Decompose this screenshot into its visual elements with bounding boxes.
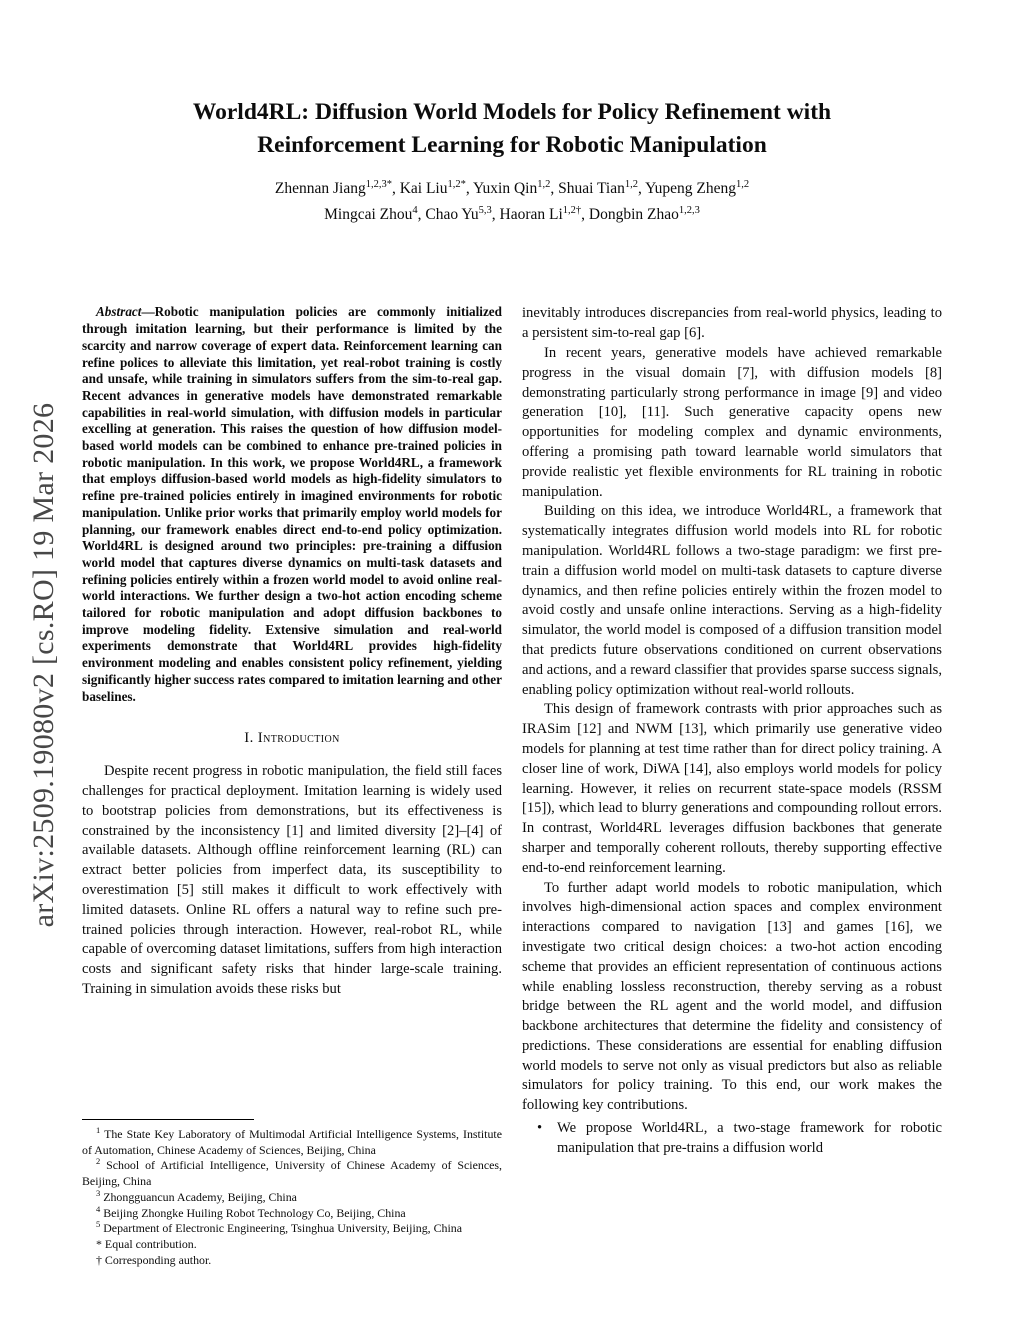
footnote-marker: * <box>96 1237 102 1251</box>
author-affiliation-sup: 1,2† <box>562 204 582 216</box>
footnote-marker: 2 <box>96 1156 101 1167</box>
authors-block <box>82 176 942 229</box>
paper-title <box>82 96 942 163</box>
footnote-marker: 1 <box>96 1125 101 1136</box>
right-paragraph-1: inevitably introduces discrepancies from real-world physics, leading to a persistent sim-to-real gap [6]. <box>522 305 942 342</box>
right-paragraph-3: Building on this idea, we introduce World4RL, a framework that systematically integrates diffusion world models into RL for robotic manipulation. World4RL follows a two-stage paradigm: we first pre-train a diffusion world model on multi-task datasets to capture diverse dynamics, and then refine policies entirely within the frozen model to avoid costly and unsafe online interactions. Serving as a high-fidelity simulator, the world model is composed of a diffusion transition model that predicts future observations conditioned on current observations and actions, and a reward classifier that provides sparse success signals, enabling policy optimization without real-world rollouts. <box>522 503 942 698</box>
footnote: $^3$ Zhongguancun Academy, Beijing, China <box>96 1187 297 1204</box>
author-affiliation-sup: 1,2,3* <box>365 178 392 190</box>
author-line-1: Zhennan Jiang$^{1,2,3*}$, Kai Liu$^{1,2*}$, Yuxin Qin$^{1,2}$, Shuai Tian$^{1,2}$, Yupeng Zheng$^{1,2}$ <box>274 178 750 197</box>
author-affiliation-sup: 1,2 <box>537 178 551 190</box>
footnote: * Equal contribution. <box>96 1237 197 1251</box>
author-affiliation-sup: 1,2 <box>735 178 750 190</box>
author-affiliation-sup: 4 <box>412 204 418 216</box>
footnotes-section <box>82 1119 502 1268</box>
abstract-paragraph <box>82 304 502 705</box>
footnote: $^4$ Beijing Zhongke Huiling Robot Technology Co, Beijing, China <box>96 1203 406 1220</box>
footnote-marker: 5 <box>96 1219 101 1230</box>
author-affiliation-sup: 5,3 <box>478 204 492 216</box>
footnote: $^2$ School of Artificial Intelligence, University of Chinese Academy of Sciences, Beijing, China <box>82 1156 502 1189</box>
section-heading-introduction: I. Introduction <box>244 730 340 747</box>
intro-paragraph-1: Despite recent progress in robotic manipulation, the field still faces challenges for practical deployment. Imitation learning is widely used to bootstrap policies from demonstrations, but its effectiveness is constrained by the inconsistency [1] and limited diversity [2]–[4] of available datasets. Although offline reinforcement learning (RL) can extract better policies from imperfect data, its susceptibility to overestimation [5] still makes it difficult to work effectively with limited datasets. Online RL offers a natural way to refine such pre-trained policies through interaction. However, real-robot RL, while capable of overcoming dataset limitations, suffers from high interaction costs and significant safety risks that hinder large-scale training. Training in simulation avoids these risks but <box>82 763 502 998</box>
author-line-2: Mingcai Zhou$^4$, Chao Yu$^{5,3}$, Haoran $Li^{1,2\dagger}$, Dongbin Zhao$^{1,2,3}$ <box>324 204 700 224</box>
footnote-marker: 4 <box>96 1203 101 1214</box>
footnote-marker: † <box>96 1252 102 1267</box>
bullet-icon: • <box>537 1120 543 1137</box>
contribution-item <box>522 1119 942 1159</box>
author-affiliation-sup: 1,2* <box>447 178 466 190</box>
title-line-2: Reinforcement Learning for Robotic Manipulation <box>257 132 767 159</box>
footnote: $^5$ Department of Electronic Engineering, Tsinghua University, Beijing, China <box>96 1219 462 1236</box>
contribution-text: We propose World4RL, a two-stage framework for robotic manipulation that pre-trains a diffusion world <box>557 1120 942 1156</box>
right-column <box>522 304 942 1268</box>
abstract-text: —Robotic manipulation policies are commonly initialized through imitation learning, but their performance is limited by the scarcity and narrow coverage of expert data. Reinforcement learning can refine polices to alleviate this limitation, yet real-robot training is costly and unsafe, while training in simulators suffers from the sim-to-real gap. Recent advances in generative models have demonstrated remarkable capabilities in real-world simulation, with diffusion models in particular excelling at generation. This raises the question of how diffusion model-based world models can be combined to enhance pre-trained policies in robotic manipulation. In this work, we propose World4RL, a framework that employs diffusion-based world models as high-fidelity simulators to refine pre-trained policies entirely in imagined environments for robotic manipulation. Unlike prior works that primarily employ world models for planning, our framework enables direct end-to-end policy optimization. World4RL is designed around two principles: pre-training a diffusion world model that captures diverse dynamics on multi-task datasets and refining policies entirely within a frozen world model to avoid online real-world interactions. We further design a two-hot action encoding scheme tailored for robotic manipulation and adopt diffusion backbones to improve modeling fidelity. Extensive simulation and real-world experiments demonstrate that World4RL provides high-fidelity environment modeling and enables consistent policy refinement, yielding significantly higher success rates compared to imitation learning and other baselines. <box>82 304 502 704</box>
footnote: $^1$ The State Key Laboratory of Multimodal Artificial Intelligence Systems, Institute of Automation, Chinese Academy of Sciences, Beijing, China <box>82 1125 502 1157</box>
right-paragraph-2: In recent years, generative models have achieved remarkable progress in the visual domain [7], with diffusion models [8] demonstrating particularly strong performance in image [9] and video generation [10], [11]. Such generative capacity opens new opportunities for modeling complex and dynamic environments, offering a promising path toward learnable world simulators that provide realistic yet flexible environments for RL training in robotic manipulation. <box>522 345 942 500</box>
right-paragraph-4: This design of framework contrasts with prior approaches such as IRASim [12] and NWM [13], which primarily use generative video models for planning at test time rather than for direct policy training. A closer line of work, DiWA [14], also employs world models for policy learning. However, it relies on recurrent state-space models (RSSM [15]), which lead to blurry generations and compounding rollout errors. In contrast, World4RL leverages diffusion backbones that generate sharper and temporally coherent rollouts, thereby supporting effective end-to-end reinforcement learning. <box>522 701 942 876</box>
footnote: † Corresponding author. <box>96 1252 212 1267</box>
paper-content <box>82 96 942 1268</box>
right-paragraph-5: To further adapt world models to robotic manipulation, which involves high-dimensional action spaces and complex environment interactions compared to navigation [13] and games [16], we investigate two critical design choices: a two-hot action encoding scheme that provides an efficient representation of continuous actions while enabling lossless reconstruction, thereby serving as a robust bridge between the RL agent and the world model, and diffusion backbone architectures that determine the fidelity and consistency of predictions. These considerations are essential for enabling diffusion world models to serve not only as visual predictors but also as reliable simulators for policy training. To this end, our work makes the following key contributions. <box>522 879 942 1114</box>
arxiv-watermark: arXiv:2509.19080v2 [cs.RO] 19 Mar 2026 <box>27 402 60 928</box>
footnotes-list <box>82 1127 502 1268</box>
left-column <box>82 304 502 1268</box>
abstract-label: Abstract <box>96 304 142 320</box>
footnote-marker: 3 <box>96 1187 101 1198</box>
author-affiliation-sup: 1,2 <box>624 178 638 190</box>
title-line-1: World4RL: Diffusion World Models for Policy Refinement with <box>192 99 832 125</box>
two-column-body <box>82 304 942 1268</box>
footnote-divider <box>82 1119 254 1120</box>
author-affiliation-sup: 1,2,3 <box>678 204 700 216</box>
